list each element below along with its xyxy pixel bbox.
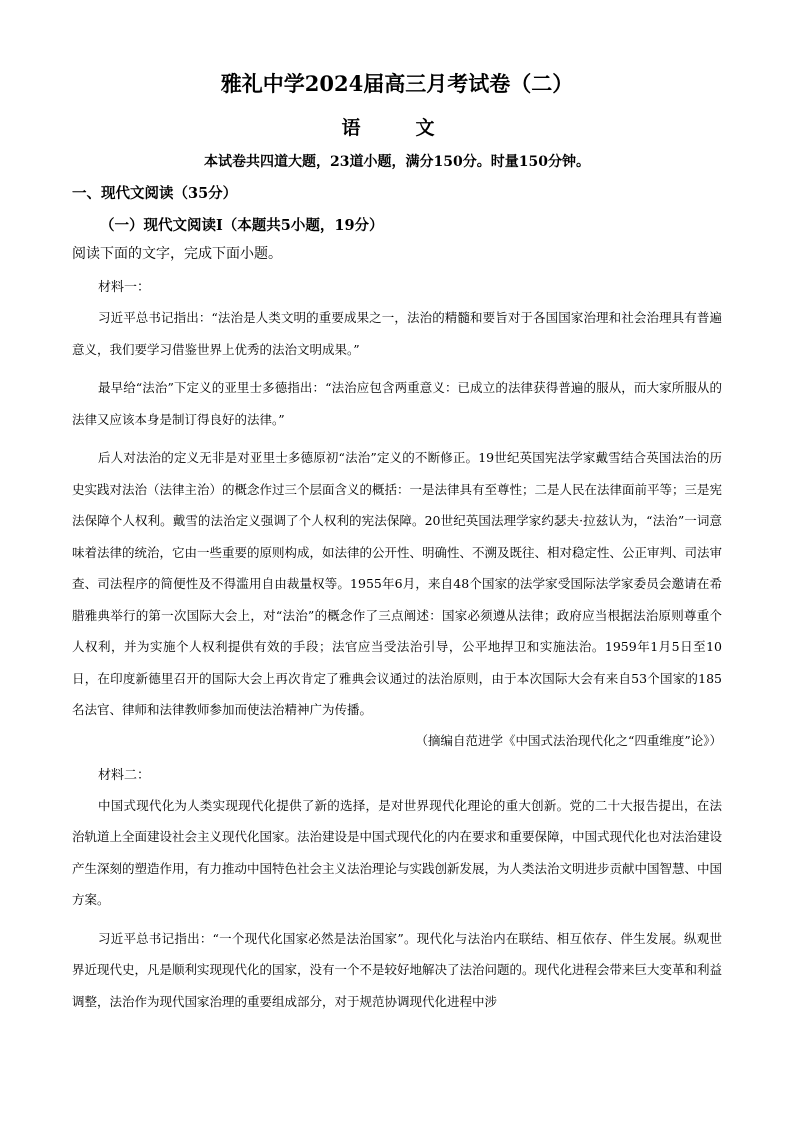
section-heading: 一、现代文阅读（35分） bbox=[72, 185, 238, 202]
material-two-paragraph: 中国式现代化为人类实现现代化提供了新的选择，是对世界现代化理论的重大创新。党的二十大报告提出，在法治轨道上全面建设社会主义现代化国家。法治建设是中国式现代化的内在要求和重要保障，中国式现代化也对法治建设产生深刻的塑造作用，有力推动中国特色社会主义法治理论与实践创新发展，为人类法治文明进步贡献中国智慧、中国方案。 bbox=[72, 797, 723, 907]
material-one-paragraph: 最早给“法治”下定义的亚里士多德指出：“法治应包含两重意义：已成立的法律获得普遍的服从，而大家所服从的法律又应该本身是制订得良好的法律。” bbox=[72, 380, 722, 427]
subsection-heading: （一）现代文阅读Ⅰ（本题共5小题，19分） bbox=[100, 217, 384, 234]
material-one-paragraph: 后人对法治的定义无非是对亚里士多德原初“法治”定义的不断修正。19世纪英国宪法学家戴雪结合英国法治的历史实践对法治（法律主治）的概念作过三个层面含义的概括：一是法律具有至尊性；二是人民在法律面前平等；三是宪法保障个人权利。戴雪的法治定义强调了个人权利的宪法保障。20世纪英国法理学家约瑟夫·拉兹认为，“法治”一词意味着法律的统治，它由一些重要的原则构成，如法律的公开性、明确性、不溯及既往、相对稳定性、公正审判、司法审查、司法程序的简便性及不得滥用自由裁量权等。1955年6月，来自48个国家的法学家受国际法学家委员会邀请在希腊雅典举行的第一次国际大会上，对“法治”的概念作了三点阐述：国家必须遵从法律；政府应当根据法治原则尊重个人权利，并为实施个人权利提供有效的手段；法官应当受法治引导，公平地捍卫和实施法治。1959年1月5日至10日，在印度新德里召开的国际大会上再次肯定了雅典会议通过的法治原则，由于本次国际大会有来自53个国家的185名法官、律师和法律教师参加而使法治精神广为传播。 bbox=[72, 450, 723, 717]
exam-page bbox=[72, 60, 722, 1017]
material-one-source: （摘编自范进学《中国式法治现代化之“四重维度”论》） bbox=[415, 732, 722, 748]
material-one-label: 材料一： bbox=[98, 280, 151, 295]
material-two-paragraph: 习近平总书记指出：“一个现代化国家必然是法治国家”。现代化与法治内在联结、相互依存、伴生发展。纵观世界近现代史，凡是顺利实现现代化的国家，没有一个不是较好地解决了法治问题的。现代化进程会带来巨大变革和利益调整，法治作为现代国家治理的重要组成部分，对于规范协调现代化进程中涉 bbox=[72, 930, 723, 1009]
subject-title: 语 文 bbox=[341, 117, 453, 139]
material-two-label: 材料二： bbox=[98, 767, 151, 783]
reading-instruction: 阅读下面的文字，完成下面小题。 bbox=[72, 246, 282, 262]
exam-title: 雅礼中学2024届高三月考试卷（二） bbox=[220, 71, 574, 96]
material-one-paragraph: 习近平总书记指出：“法治是人类文明的重要成果之一，法治的精髓和要旨对于各国国家治理和社会治理具有普遍意义，我们要学习借鉴世界上优秀的法治文明成果。” bbox=[72, 310, 722, 357]
exam-info: 本试卷共四道大题，23道小题，满分150分。时量150分钟。 bbox=[204, 154, 590, 170]
